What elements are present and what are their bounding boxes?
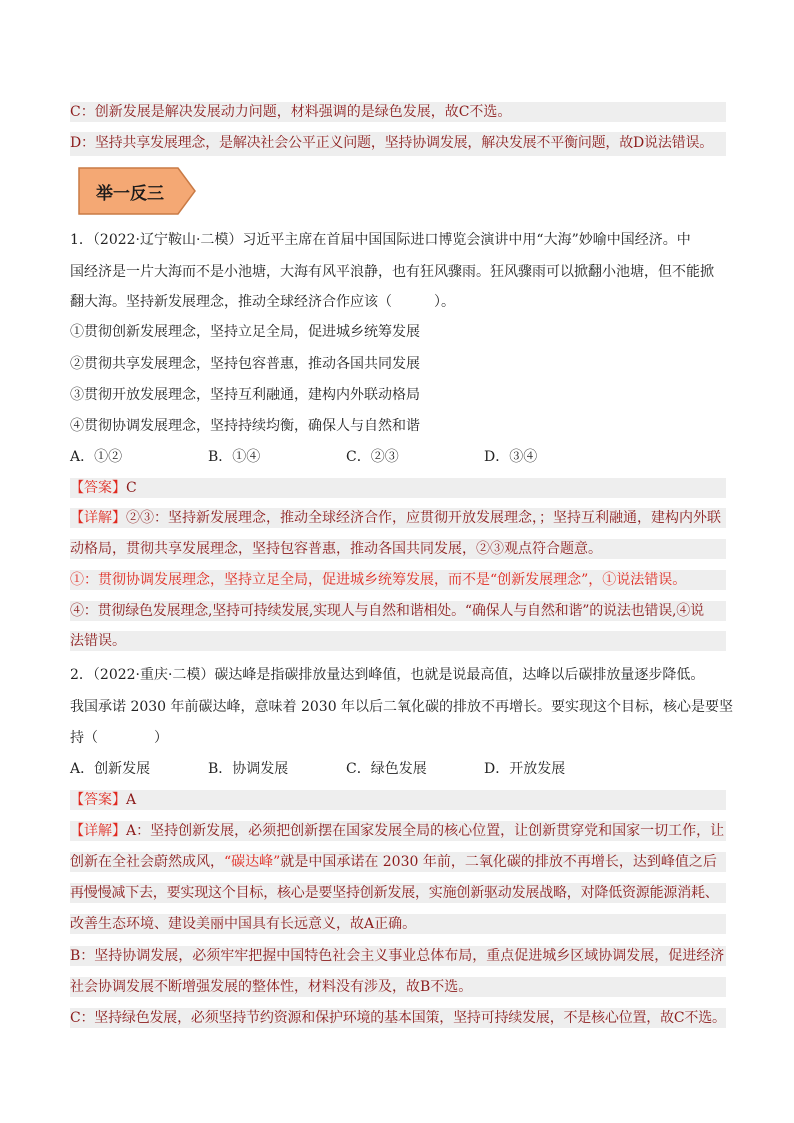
q1-answer	[70, 478, 726, 498]
q2-option-b: B．协调发展	[208, 761, 289, 777]
q1-stem-line-1: 1．（2022·辽宁鞍山·二模）习近平主席在首届中国国际进口博览会演讲中用“大海”妙喻中国经济。中	[70, 232, 691, 248]
q1-answer-value: C	[126, 480, 137, 496]
q1-item-4: ④贯彻协调发展理念，坚持持续均衡，确保人与自然和谐	[70, 418, 420, 434]
q2-detail-line-5: B：坚持协调发展，必须牢牢把握中国特色社会主义事业总体布局，重点促进城乡区域协调发展，促进经济	[70, 948, 725, 964]
q2-option-a: A．创新发展	[70, 761, 151, 777]
q1-option-a: A．①②	[70, 449, 123, 465]
q2-detail-text-2c: 就是中国承诺在 2030 年前，二氧化碳的排放不再增长，达到峰值之后	[280, 854, 717, 870]
section-badge	[78, 167, 196, 215]
q2-detail-highlight: “碳达峰”	[224, 854, 281, 870]
q1-detail-line-5: 法错误。	[70, 631, 726, 651]
q1-option-c: C．②③	[346, 449, 399, 465]
q2-option-d: D．开放发展	[484, 761, 566, 777]
q1-option-d: D．③④	[484, 449, 538, 465]
q2-detail-text-1: A：坚持创新发展，必须把创新摆在国家发展全局的核心位置，让创新贯穿党和国家一切工作，让	[126, 823, 725, 839]
q2-options	[70, 759, 726, 779]
q2-stem-line-3: 持（ ）	[70, 730, 168, 746]
q2-stem-line-1: 2．（2022·重庆·二模）碳达峰是指碳排放量达到峰值，也就是说最高值，达峰以后碳排放量逐步降低。	[70, 667, 705, 683]
q2-answer-value: A	[126, 792, 137, 808]
q2-detail-line-3: 再慢慢减下去，要实现这个目标，核心是要坚持创新发展，实施创新驱动发展战略，对降低资源能源消耗、	[70, 883, 726, 903]
q1-item-3: ③贯彻开放发展理念，坚持互利融通，建构内外联动格局	[70, 387, 420, 403]
q2-answer-tag: 【答案】	[70, 792, 126, 808]
section-title: 举一反三	[96, 183, 164, 204]
top-line-c: C：创新发展是解决发展动力问题，材料强调的是绿色发展，故C不选。	[70, 102, 726, 122]
q1-detail-text-1: ②③：坚持新发展理念，推动全球经济合作，应贯彻开放发展理念，；坚持互利融通，建构内外联	[126, 510, 721, 526]
q1-stem-line-2: 国经济是一片大海而不是小池塘，大海有风平浪静，也有狂风骤雨。狂风骤雨可以掀翻小池塘，但不能掀	[70, 264, 714, 280]
q1-option-b: B．①④	[208, 449, 261, 465]
q1-detail-line-1	[70, 508, 726, 528]
q2-detail-line-4: 改善生态环境、建设美丽中国具有长远意义，故A正确。	[70, 914, 726, 934]
q1-detail-line-4: ④：贯彻绿色发展理念,坚持可持续发展,实现人与自然和谐相处。“确保人与自然和谐”的说法也错误,④说	[70, 601, 726, 621]
q2-detail-tag: 【详解】	[70, 823, 126, 839]
q2-detail-line-7: C：坚持绿色发展，必须坚持节约资源和保护环境的基本国策，坚持可持续发展，不是核心位置，故C不选。	[70, 1010, 726, 1026]
q2-stem-line-2: 我国承诺 2030 年前碳达峰，意味着 2030 年以后二氧化碳的排放不再增长。要实现这个目标，核心是要坚	[70, 699, 734, 715]
q1-detail-tag: 【详解】	[70, 510, 126, 526]
q1-options	[70, 447, 726, 467]
q1-item-1: ①贯彻创新发展理念，坚持立足全局，促进城乡统筹发展	[70, 324, 420, 340]
q2-detail-line-2	[70, 852, 726, 872]
q1-detail-line-3: ①：贯彻协调发展理念，坚持立足全局，促进城乡统筹发展，而不是“创新发展理念”，①说法错误。	[70, 570, 726, 590]
q2-answer	[70, 790, 726, 810]
q1-item-2: ②贯彻共享发展理念，坚持包容普惠，推动各国共同发展	[70, 356, 420, 372]
q1-answer-tag: 【答案】	[70, 480, 126, 496]
q2-option-c: C．绿色发展	[346, 761, 427, 777]
q2-detail-line-1	[70, 821, 726, 841]
q1-stem-line-3: 翻大海。坚持新发展理念，推动全球经济合作应该（ ）。	[70, 294, 455, 310]
q2-detail-text-2a: 创新在全社会蔚然成风，	[70, 854, 224, 870]
top-line-d: D：坚持共享发展理念，是解决社会公平正义问题，坚持协调发展，解决发展不平衡问题，故D说法错误。	[70, 132, 726, 156]
q2-detail-line-6: 社会协调发展不断增强发展的整体性，材料没有涉及，故B不选。	[70, 977, 726, 997]
q1-detail-line-2: 动格局，贯彻共享发展理念，坚持包容普惠，推动各国共同发展，②③观点符合题意。	[70, 539, 726, 559]
